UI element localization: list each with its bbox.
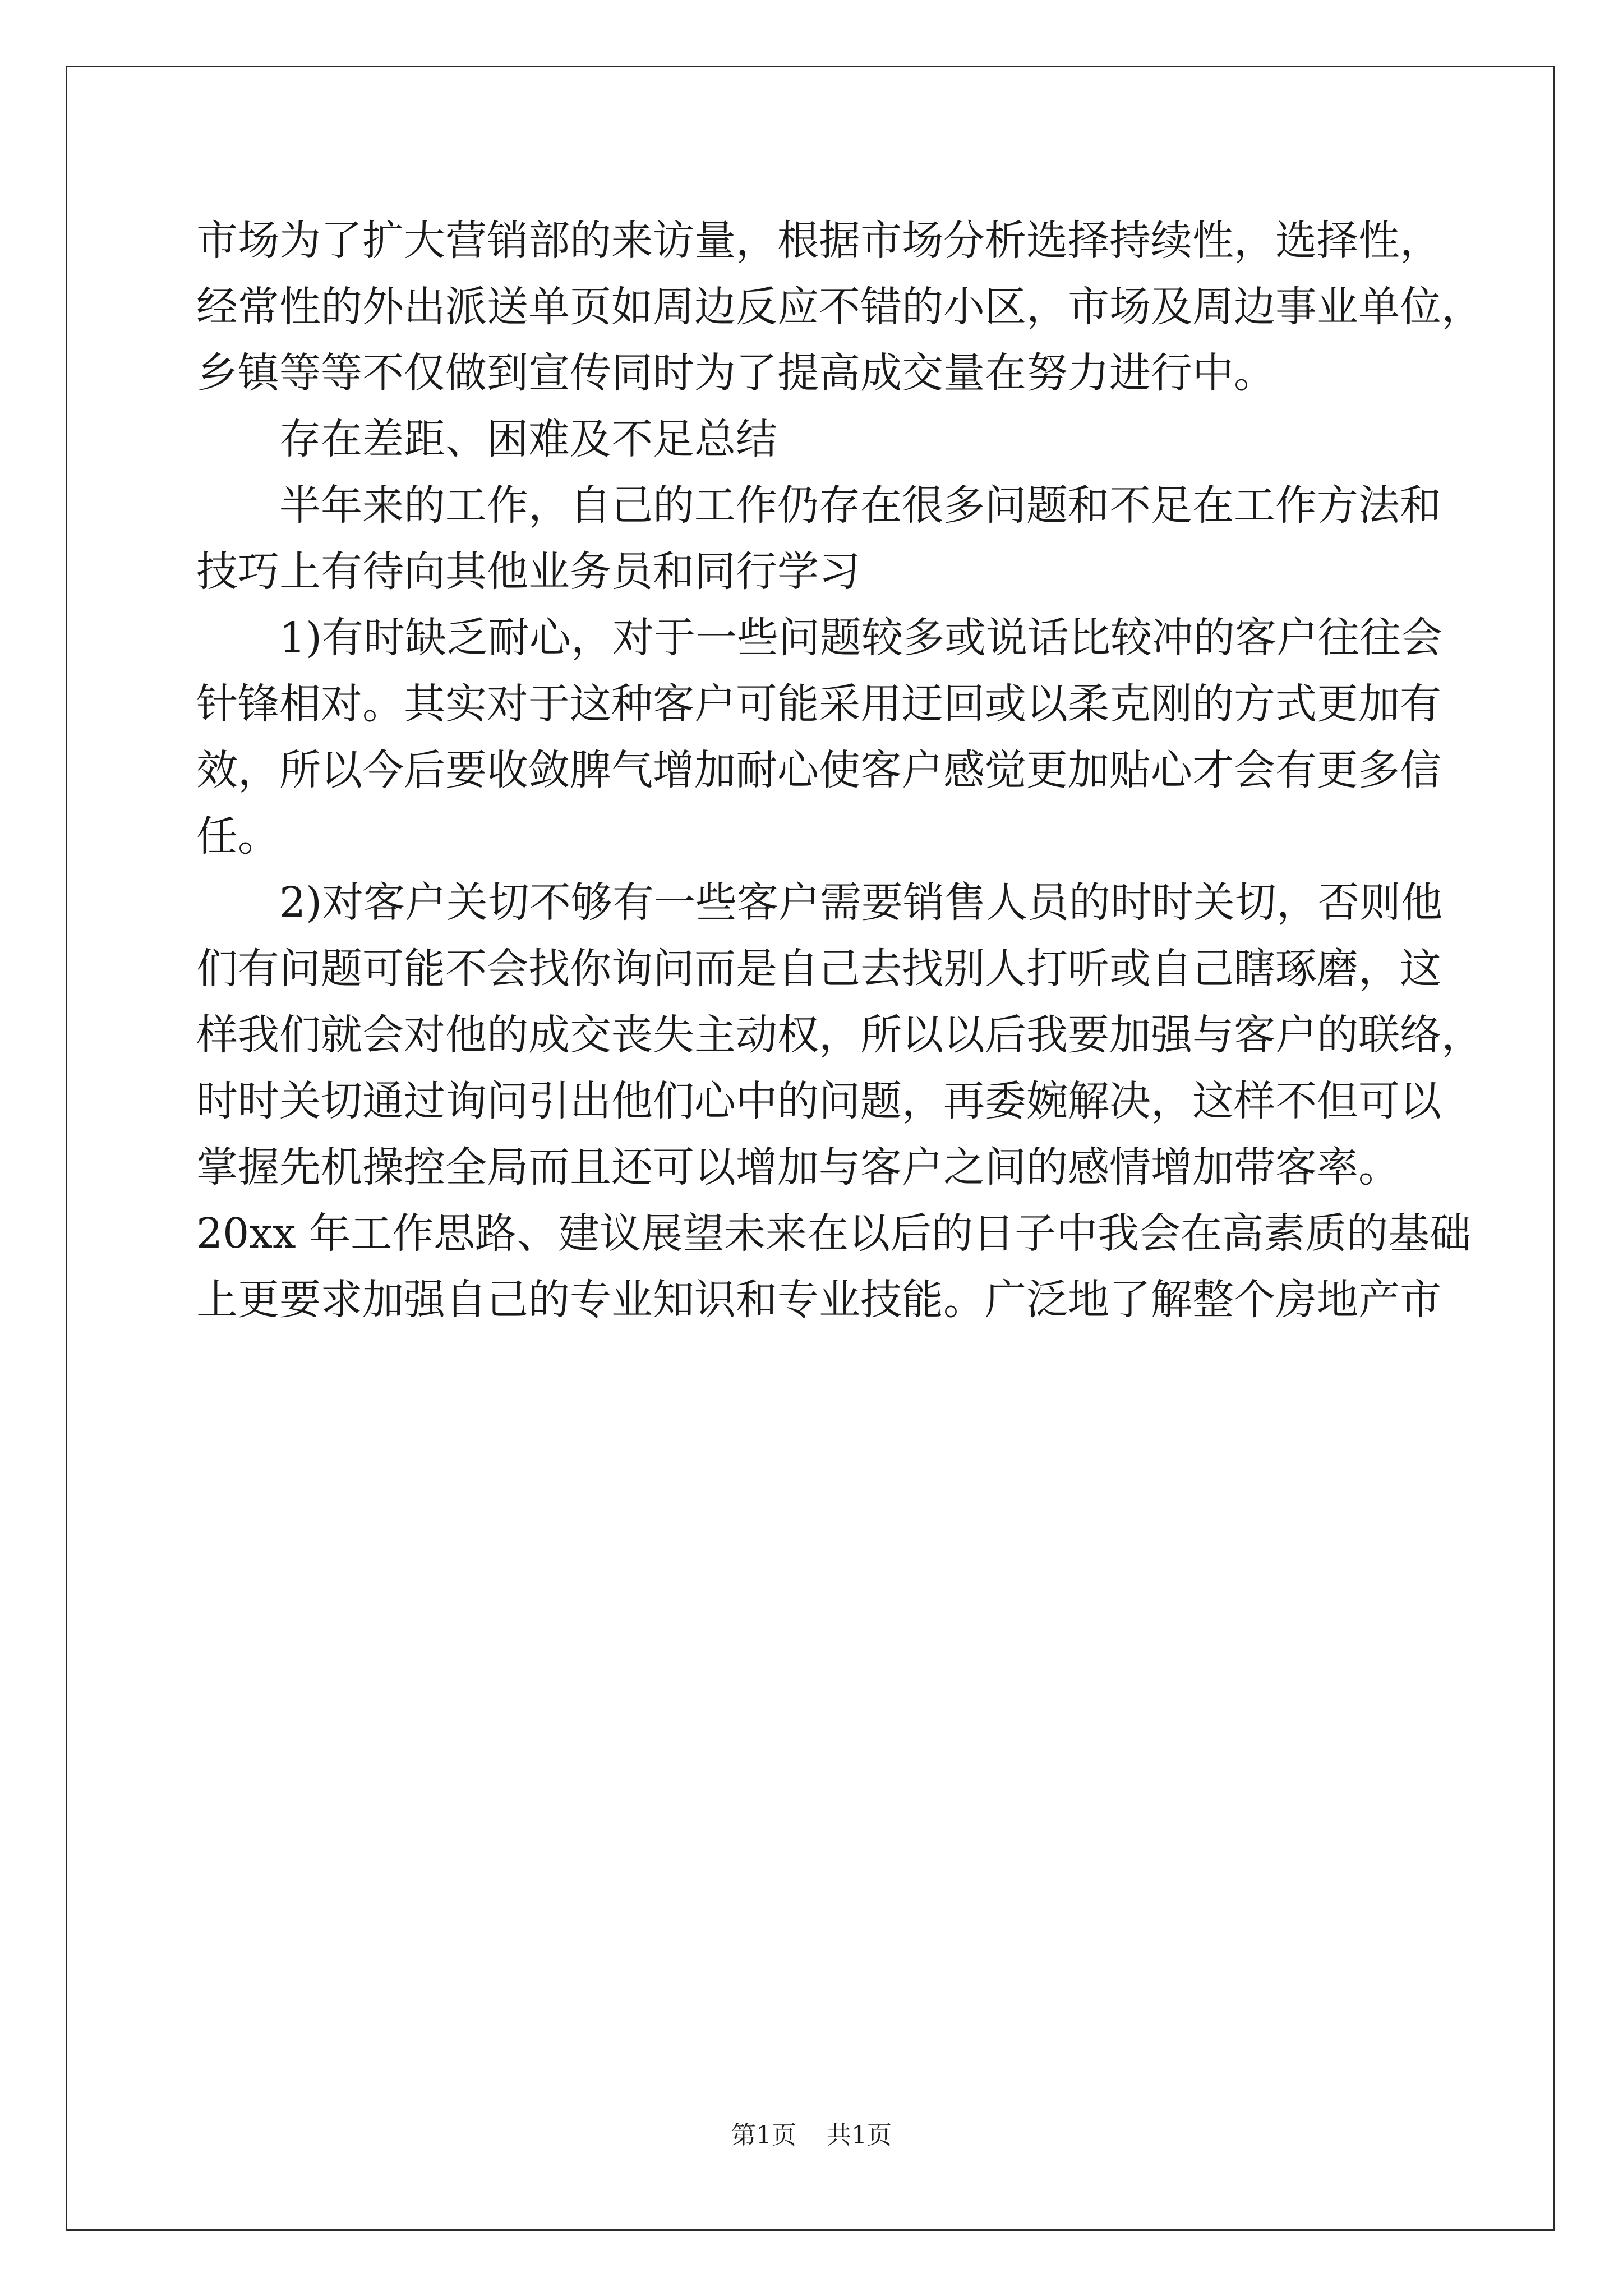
text-line: 时时关切通过询问引出他们心中的问题，再委婉解决，这样不但可以	[196, 1077, 1441, 1125]
text-line: 技巧上有待向其他业务员和同行学习	[196, 547, 860, 596]
page-number: 第1页	[731, 2121, 796, 2150]
text-line: 乡镇等等不仅做到宣传同时为了提高成交量在努力进行中。	[196, 349, 1275, 397]
document-body	[196, 208, 1483, 1333]
text-line: 样我们就会对他的成交丧失主动权，所以以后我要加强与客户的联络，	[196, 1011, 1483, 1059]
page-footer	[0, 2115, 1623, 2151]
text-line: 掌握先机操控全局而且还可以增加与客户之间的感情增加带客率。	[196, 1143, 1400, 1191]
list-item-2: 2)对客户关切不够有一些客户需要销售人员的时时关切，否则他	[279, 878, 1442, 927]
text-line: 上更要求加强自己的专业知识和专业技能。广泛地了解整个房地产市	[196, 1276, 1441, 1324]
page-total: 共1页	[827, 2121, 892, 2150]
text-line: 半年来的工作，自己的工作仍存在很多问题和不足在工作方法和	[279, 481, 1441, 530]
list-item-1: 1)有时缺乏耐心，对于一些问题较多或说话比较冲的客户往往会	[279, 614, 1442, 662]
text-line: 经常性的外出派送单页如周边反应不错的小区，市场及周边事业单位，	[196, 283, 1483, 331]
text-line: 20xx 年工作思路、建议展望未来在以后的日子中我会在高素质的基础	[196, 1209, 1472, 1258]
text-line: 任。	[196, 812, 279, 861]
text-line: 效，所以今后要收敛脾气增加耐心使客户感觉更加贴心才会有更多信	[196, 746, 1441, 794]
text-line: 市场为了扩大营销部的来访量，根据市场分析选择持续性，选择性，	[196, 217, 1441, 265]
text-line: 们有问题可能不会找你询问而是自己去找别人打听或自己瞎琢磨，这	[196, 945, 1441, 993]
text-line: 针锋相对。其实对于这种客户可能采用迂回或以柔克刚的方式更加有	[196, 680, 1441, 728]
section-heading: 存在差距、困难及不足总结	[279, 415, 777, 463]
